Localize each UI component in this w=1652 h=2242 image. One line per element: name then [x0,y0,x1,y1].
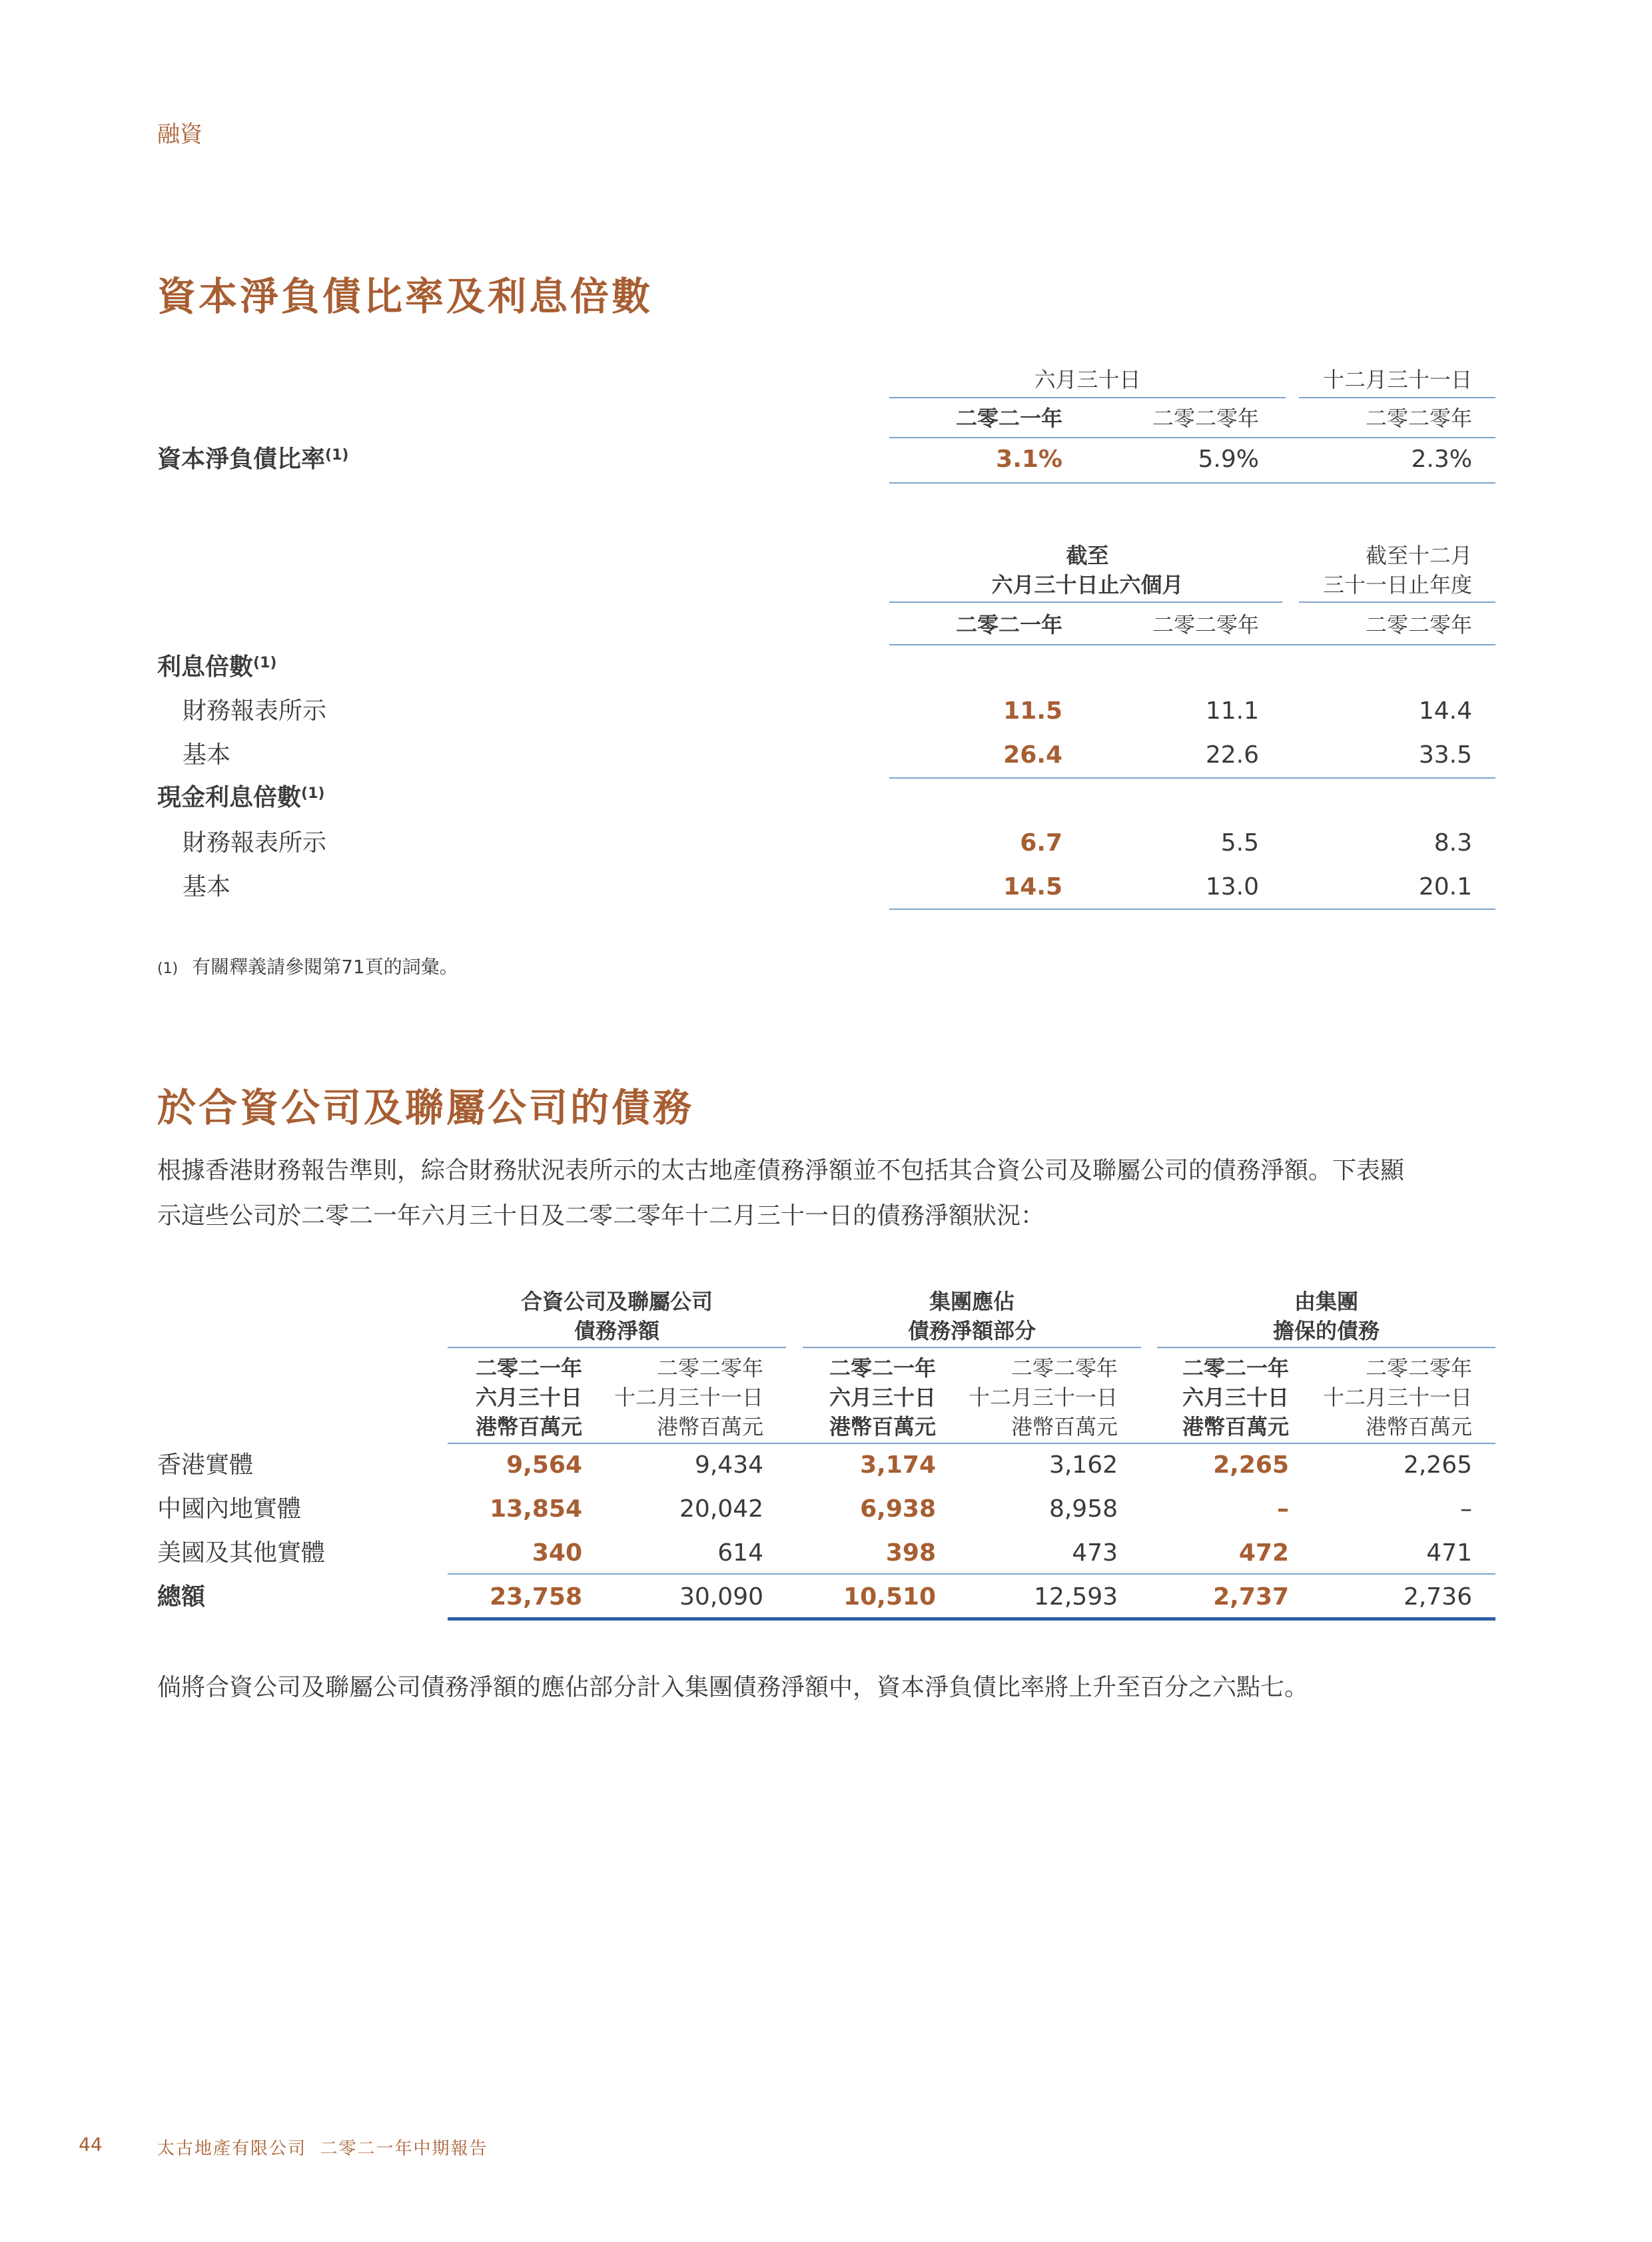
table-cell: 614 [717,1539,763,1567]
table-row-label: 基本 [183,873,231,901]
footnote-text: 有關釋義請參閱第71頁的詞彙。 [192,956,458,978]
col-header-line: 二零二一年 [1182,1355,1289,1381]
table-cell: 3,174 [860,1451,936,1479]
cash-interest-cover-text: 現金利息倍數 [157,784,302,811]
col-header-line: 二零二一年 [475,1355,582,1381]
col-header-2020-dec: 二零二零年 [1365,612,1472,637]
table-row-label-total: 總額 [157,1583,206,1611]
col-header-line: 二零二零年 [656,1355,763,1381]
col-header-line: 六月三十日 [1182,1385,1289,1410]
col-header-current [1157,1353,1289,1441]
footnote-ref: (1) [301,785,325,802]
footnote-marker: (1) [157,960,179,977]
table-row-label: 美國及其他實體 [157,1539,326,1567]
table-cell: 8,958 [1048,1495,1118,1523]
row-label-text: 資本淨負債比率 [157,446,326,473]
table-cell: 11.1 [1205,697,1259,725]
col-group-jv-debt [448,1287,786,1345]
col-header-line: 六月三十日 [829,1385,936,1410]
table-cell: 20.1 [1418,873,1472,901]
col-group-year-line2: 三十一日止年度 [1322,572,1472,597]
col-group-line: 擔保的債務 [1272,1318,1380,1343]
table-row-label: 基本 [183,741,231,769]
table-cell: 20,042 [679,1495,763,1523]
table-row-label: 財務報表所示 [183,829,327,857]
col-header-line: 六月三十日 [475,1385,582,1410]
rule [1157,1347,1495,1348]
table-cell: 22.6 [1205,741,1259,769]
rule [1299,601,1495,603]
col-header-line: 二零二一年 [829,1355,936,1381]
col-header-line: 港幣百萬元 [829,1414,936,1439]
footnote [157,952,458,979]
table-cell: 398 [885,1539,936,1567]
footnote-ref: (1) [325,447,349,464]
rule [889,601,1282,603]
col-group-june: 六月三十日 [1034,367,1141,392]
table-cell: 6,938 [860,1495,936,1523]
rule [889,777,1495,779]
table-cell: 2,265 [1403,1451,1472,1479]
col-header-line: 二零二零年 [1011,1355,1118,1381]
col-header-line: 港幣百萬元 [475,1414,582,1439]
col-group-guaranteed [1157,1287,1495,1345]
col-header-prior [1299,1353,1472,1441]
table-cell: 2,737 [1213,1583,1289,1611]
rule [889,397,1286,398]
table-cell: 12,593 [1034,1583,1118,1611]
rule [803,1347,1141,1348]
section-header: 融資 [157,121,203,148]
table-cell: 9,564 [506,1451,582,1479]
col-group-six-months-line2: 六月三十日止六個月 [991,572,1184,597]
table-cell: 26.4 [1003,741,1062,769]
col-header-2020: 二零二零年 [1152,406,1259,431]
col-group-line: 債務淨額 [574,1318,659,1343]
table-cell: 2,265 [1213,1451,1289,1479]
col-group-line: 集團應佔 [929,1289,1015,1314]
table-cell: 23,758 [490,1583,582,1611]
col-group-line: 由集團 [1294,1289,1358,1314]
table-row-label: 中國內地實體 [157,1495,302,1523]
table-row-label: 財務報表所示 [183,697,327,725]
table-cell: 13,854 [490,1495,582,1523]
rule-total [448,1617,1495,1621]
rule [889,644,1495,645]
table-cell: 471 [1426,1539,1472,1567]
debt-paragraph-line2: 示這些公司於二零二一年六月三十日及二零二零年十二月三十一日的債務淨額狀況： [157,1202,1045,1230]
table-cell: 30,090 [679,1583,763,1611]
rule [448,1443,1495,1444]
table-row-label: 香港實體 [157,1451,254,1479]
col-header-2020-dec: 二零二零年 [1365,406,1472,431]
col-group-six-months-line1: 截至 [1066,543,1109,568]
col-group-attributable [803,1287,1141,1345]
table-cell: 3,162 [1048,1451,1118,1479]
table-cell: 472 [1238,1539,1289,1567]
gearing-section-title: 資本淨負債比率及利息倍數 [157,274,653,319]
closing-paragraph: 倘將合資公司及聯屬公司債務淨額的應佔部分計入集團債務淨額中，資本淨負債比率將上升至百分之六點七。 [157,1674,1309,1701]
col-header-line: 十二月三十一日 [614,1385,763,1410]
gearing-value-2021: 3.1% [996,446,1062,473]
interest-cover-text: 利息倍數 [157,653,254,681]
col-header-line: 港幣百萬元 [1011,1414,1118,1439]
table-cell: 14.4 [1418,697,1472,725]
col-header-2021: 二零二一年 [955,612,1062,637]
table-cell: 11.5 [1003,697,1062,725]
footer-text: 太古地產有限公司 二零二一年中期報告 [157,2139,488,2159]
col-header-2020: 二零二零年 [1152,612,1259,637]
row-label-gearing [157,445,348,474]
rule [889,482,1495,484]
rule [448,1347,786,1348]
col-header-line: 十二月三十一日 [968,1385,1118,1410]
col-header-current [448,1353,582,1441]
table-cell: 8.3 [1434,829,1472,857]
col-group-year [1299,541,1472,599]
col-header-line: 港幣百萬元 [656,1414,763,1439]
col-header-line: 二零二零年 [1365,1355,1472,1381]
col-header-current [803,1353,936,1441]
table-cell: 14.5 [1003,873,1062,901]
table-cell: – [1277,1495,1289,1523]
col-header-2021: 二零二一年 [955,406,1062,431]
footnote-ref: (1) [253,655,277,671]
col-header-line: 十二月三十一日 [1322,1385,1472,1410]
table-cell: 5.5 [1220,829,1259,857]
col-group-december: 十二月三十一日 [1322,367,1472,392]
col-header-line: 港幣百萬元 [1365,1414,1472,1439]
rule [448,1573,1495,1575]
table-cell: 13.0 [1205,873,1259,901]
col-header-line: 港幣百萬元 [1182,1414,1289,1439]
interest-cover-label [157,653,276,682]
col-group-year-line1: 截至十二月 [1365,543,1472,568]
col-header-prior [946,1353,1118,1441]
col-group-line: 合資公司及聯屬公司 [520,1289,713,1314]
rule [1299,397,1495,398]
table-cell: 10,510 [843,1583,936,1611]
table-cell: 9,434 [694,1451,763,1479]
debt-section-title: 於合資公司及聯屬公司的債務 [157,1085,695,1130]
cash-interest-cover-label [157,783,324,813]
rule [889,437,1495,438]
col-header-prior [593,1353,763,1441]
gearing-value-2020: 5.9% [1198,446,1259,473]
table-cell: 6.7 [1020,829,1062,857]
table-cell: 2,736 [1403,1583,1472,1611]
col-group-six-months [889,541,1286,599]
col-group-line: 債務淨額部分 [907,1318,1036,1343]
page-number: 44 [79,2133,103,2155]
table-cell: 33.5 [1418,741,1472,769]
table-cell: 340 [532,1539,582,1567]
table-cell: 473 [1072,1539,1118,1567]
gearing-value-2020-dec: 2.3% [1411,446,1472,473]
rule [889,909,1495,910]
table-cell: – [1460,1495,1472,1523]
debt-paragraph-line1: 根據香港財務報告準則，綜合財務狀況表所示的太古地產債務淨額並不包括其合資公司及聯屬公司的債務淨額。下表顯 [157,1157,1405,1184]
